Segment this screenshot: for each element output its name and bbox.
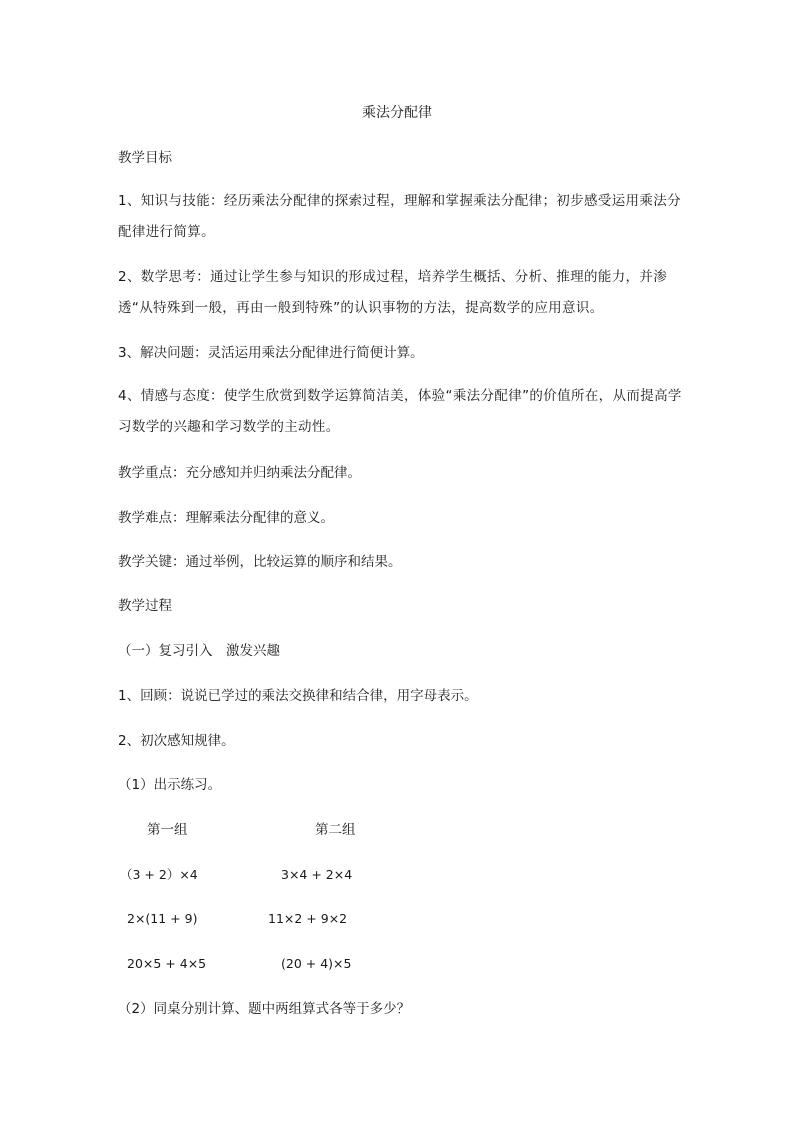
key-link: 教学关键：通过举例，比较运算的顺序和结果。 [118, 554, 402, 570]
difficult-point: 教学难点：理解乘法分配律的意义。 [118, 510, 334, 526]
goal-paragraph-3: 3、解决问题：灵活运用乘法分配律进行简便计算。 [118, 345, 424, 361]
exercise-group-one-1: （3 + 2）×4 [120, 867, 198, 882]
group-two-header: 第二组 [315, 822, 356, 838]
goal-paragraph-4: 4、情感与态度：使学生欣赏到数学运算简洁美，体验“乘法分配律”的价值所在，从而提高学习数学的兴趣和学习数学的主动性。 [118, 388, 682, 435]
section-heading-process: 教学过程 [118, 598, 172, 614]
goal-paragraph-1: 1、知识与技能：经历乘法分配律的探索过程，理解和掌握乘法分配律；初步感受运用乘法分配律进行简算。 [118, 193, 681, 240]
practice-item: （1）出示练习。 [118, 777, 222, 793]
document-title: 乘法分配律 [362, 105, 432, 121]
key-point: 教学重点：充分感知并归纳乘法分配律。 [118, 465, 361, 481]
perceive-item: 2、初次感知规律。 [118, 733, 235, 749]
group-one-header: 第一组 [147, 822, 188, 838]
exercise-group-one-3: 20×5 + 4×5 [127, 956, 207, 971]
exercise-group-two-1: 3×4 + 2×4 [281, 867, 353, 882]
step-one-heading: （一）复习引入 激发兴趣 [118, 643, 280, 659]
exercise-group-two-2: 11×2 + 9×2 [268, 911, 348, 926]
question-item: （2）同桌分别计算、题中两组算式各等于多少？ [118, 1001, 411, 1017]
goal-paragraph-2: 2、数学思考：通过让学生参与知识的形成过程，培养学生概括、分析、推理的能力，并渗透“从特殊到一般，再由一般到特殊”的认识事物的方法，提高数学的应用意识。 [118, 269, 668, 316]
section-heading-goals: 教学目标 [118, 150, 172, 166]
exercise-group-two-3: (20 + 4)×5 [281, 956, 352, 971]
review-item: 1、回顾：说说已学过的乘法交换律和结合律，用字母表示。 [118, 688, 478, 704]
exercise-group-one-2: 2×(11 + 9) [127, 911, 198, 926]
